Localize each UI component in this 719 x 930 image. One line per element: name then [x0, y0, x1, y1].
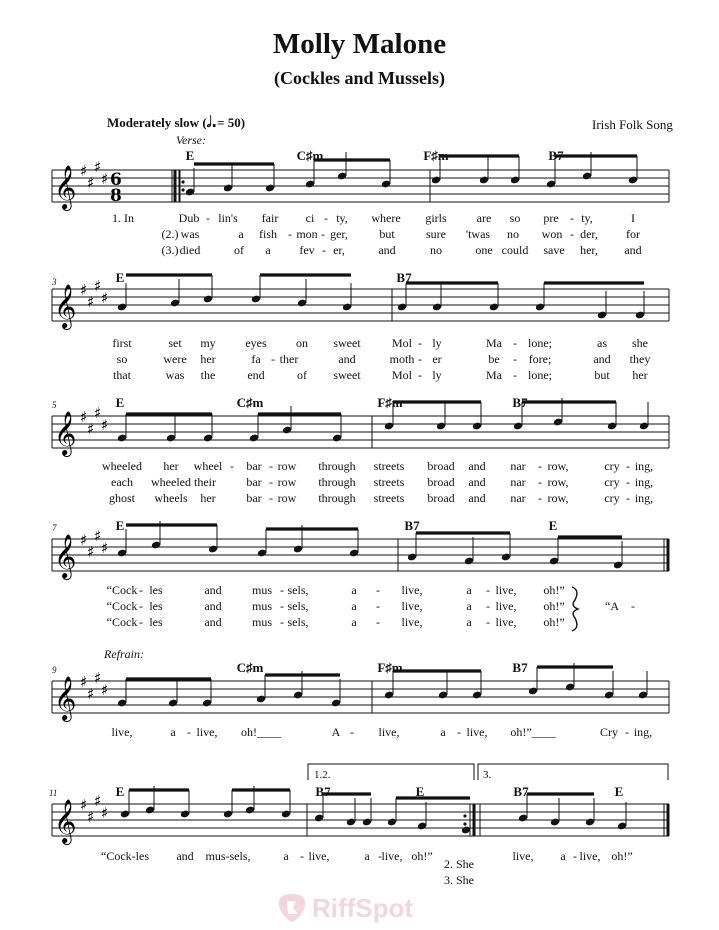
lyric-syllable: through	[318, 459, 356, 473]
sharp-icon: ♯	[101, 681, 109, 699]
lyric-syllable: -	[538, 459, 542, 473]
lyric-syllable: “Cock	[106, 615, 138, 629]
lyric-syllable: ly	[432, 336, 442, 350]
lyric-syllable: live,	[401, 583, 423, 597]
lyric-syllable: ing,	[633, 725, 653, 739]
repeat-dot	[463, 822, 466, 825]
sharp-icon: ♯	[80, 162, 88, 180]
lyric-syllable: live,	[512, 849, 534, 863]
lyric-syllable: set	[168, 336, 182, 350]
lyric-syllable: and	[204, 599, 222, 613]
sharp-icon: ♯	[80, 531, 88, 549]
lyric-syllable: -	[418, 368, 422, 382]
lyric-syllable: live,	[495, 599, 517, 613]
lyric-syllable: row,	[547, 459, 569, 473]
repeat-dot	[181, 188, 184, 191]
sharp-icon: ♯	[101, 416, 109, 434]
lyric-syllable: sweet	[333, 368, 361, 382]
lyric-syllable: -	[230, 459, 234, 473]
lyric-syllable: wheeled	[151, 475, 191, 489]
lyric-syllable: nar	[510, 459, 526, 473]
guitar-pick-icon	[276, 892, 308, 924]
lyric-syllable: a	[283, 849, 289, 863]
lyric-syllable: -	[321, 227, 325, 241]
lyric-syllable: live,	[495, 583, 517, 597]
tempo-value: = 50	[217, 115, 241, 130]
lyric-syllable: a	[466, 583, 472, 597]
lyric-syllable: could	[501, 243, 529, 257]
lyric-syllable: as	[597, 336, 607, 350]
lyric-syllable: streets	[373, 491, 405, 505]
section-label-verse: Verse:	[176, 133, 206, 147]
repeat-dot	[463, 814, 466, 817]
lyric-syllable: Ma	[486, 368, 502, 382]
lyric-syllable: -	[280, 583, 284, 597]
lyric-syllable: -	[570, 227, 574, 241]
sharp-icon: ♯	[87, 293, 95, 311]
lyric-syllable: my	[200, 336, 216, 350]
lyric-syllable: her	[632, 368, 648, 382]
sharp-icon: ♯	[94, 669, 102, 687]
lyric-syllable: a	[351, 599, 357, 613]
lyric-syllable: died	[179, 243, 201, 257]
third-ending-label: 3.	[483, 769, 492, 781]
sharp-icon: ♯	[80, 408, 88, 426]
lyric-syllable: a	[170, 725, 176, 739]
lyric-syllable: oh!”____	[510, 725, 556, 739]
chord-symbol: F♯m	[423, 148, 449, 163]
third-ending-bracket	[478, 764, 668, 780]
lyric-syllable: a	[466, 615, 472, 629]
riffspot-logo: RiffSpot	[276, 892, 413, 924]
lyric-syllable: and	[468, 491, 486, 505]
lyric-syllable: row	[277, 491, 297, 505]
lyric-syllable: Cry	[600, 725, 618, 739]
lyric-syllable: but	[379, 227, 395, 241]
lyric-syllable: bar	[246, 459, 262, 473]
chord-symbol: E	[415, 784, 425, 799]
lyric-syllable: and	[204, 615, 222, 629]
lyric-syllable: ing,	[634, 475, 654, 489]
lyric-syllable: ty,	[581, 211, 593, 225]
lyric-syllable: -	[376, 599, 380, 613]
chord-symbol: B7	[512, 395, 528, 410]
lyric-syllable: her	[200, 352, 216, 366]
lyric-syllable: of	[297, 368, 307, 382]
lyric-syllable: her	[163, 459, 179, 473]
lyric-syllable: -	[573, 849, 577, 863]
lyric-syllable: live,	[579, 849, 601, 863]
sharp-icon: ♯	[101, 170, 109, 188]
lyric-syllable: -	[631, 599, 635, 613]
lyric-syllable: the	[200, 368, 216, 382]
lyric-syllable: their	[194, 475, 216, 489]
lyric-syllable: les	[149, 615, 163, 629]
lyric-syllable: and	[176, 849, 194, 863]
lyric-syllable: oh!”	[543, 583, 565, 597]
lyric-syllable: cry	[604, 459, 620, 473]
lyric-syllable: they	[629, 352, 651, 366]
lyric-syllable: lone;	[528, 336, 552, 350]
lyric-syllable: mus	[251, 615, 273, 629]
lyric-syllable: streets	[373, 475, 405, 489]
chord-symbol: B7	[512, 660, 528, 675]
lyric-syllable: was	[165, 368, 185, 382]
lyric-syllable: sels,	[287, 615, 309, 629]
lyric-syllable: a	[440, 725, 446, 739]
lyric-syllable: wheels	[154, 491, 188, 505]
lyric-syllable: and	[468, 459, 486, 473]
lyric-syllable: -	[271, 352, 275, 366]
lyric-syllable: -	[350, 725, 354, 739]
lyric-syllable: oh!”	[611, 849, 633, 863]
lyric-syllable: but	[594, 368, 610, 382]
lyric-syllable: were	[163, 352, 187, 366]
lyric-syllable: a	[265, 243, 271, 257]
lyric-syllable: and	[204, 583, 222, 597]
lyric-syllable: -	[513, 352, 517, 366]
treble-clef-icon: 𝄞	[54, 284, 77, 328]
lyric-syllable: a	[466, 599, 472, 613]
lyric-syllable: “Cock	[106, 583, 138, 597]
lyric-syllable: -	[269, 459, 273, 473]
lyric-syllable: -	[300, 849, 304, 863]
lyric-syllable: no	[430, 243, 442, 257]
lyric-syllable: row,	[547, 475, 569, 489]
lyric-syllable: mus	[251, 599, 273, 613]
lyric-syllable: er	[432, 352, 442, 366]
lyric-syllable: mus-sels,	[205, 849, 251, 863]
chord-symbol: F♯m	[377, 395, 403, 410]
lyric-syllable: -	[513, 368, 517, 382]
sharp-icon: ♯	[87, 174, 95, 192]
treble-clef-icon: 𝄞	[54, 534, 77, 578]
repeat-dot	[181, 180, 184, 183]
lyric-syllable: oh!”	[543, 599, 565, 613]
lyric-syllable: a	[238, 227, 244, 241]
chord-symbol: F♯m	[377, 660, 403, 675]
lyric-syllable: live,	[378, 725, 400, 739]
lyric-syllable: der,	[580, 227, 598, 241]
sharp-icon: ♯	[94, 277, 102, 295]
chord-symbol: E	[115, 784, 125, 799]
lyric-syllable: bar	[246, 491, 262, 505]
time-sig-bottom: 8	[110, 186, 122, 206]
lyric-syllable: a	[364, 849, 370, 863]
sharp-icon: ♯	[80, 796, 88, 814]
lyric-syllable: -	[626, 475, 630, 489]
chord-symbol: B7	[404, 518, 420, 533]
lyric-syllable: -	[324, 211, 328, 225]
lyric-syllable: won	[541, 227, 563, 241]
lyric-syllable: oh!”	[411, 849, 433, 863]
lyric-syllable: live,	[111, 725, 133, 739]
measure-number: 7	[52, 523, 57, 533]
sharp-icon: ♯	[101, 289, 109, 307]
lyric-syllable: -	[269, 475, 273, 489]
lyric-syllable: live,	[196, 725, 218, 739]
lyric-syllable: “Cock-les	[101, 849, 149, 863]
lyric-syllable: one	[475, 243, 493, 257]
lyric-syllable: -	[139, 599, 143, 613]
lyric-syllable: broad	[427, 475, 455, 489]
lyric-syllable: -	[457, 725, 461, 739]
lyric-syllable: -	[378, 849, 382, 863]
lyric-syllable: of	[234, 243, 244, 257]
lyric-syllable: 'twas	[465, 227, 491, 241]
lyric-syllable: 3. She	[444, 873, 474, 887]
lyric-syllable: eyes	[245, 336, 267, 350]
lyric-syllable: and	[378, 243, 396, 257]
lyric-syllable: “A	[605, 599, 619, 613]
lyric-syllable: -	[418, 336, 422, 350]
lyric-syllable: ci	[305, 211, 315, 225]
lyric-syllable: Ma	[486, 336, 502, 350]
lyric-syllable: are	[476, 211, 492, 225]
lyric-syllable: -	[206, 211, 210, 225]
treble-clef-icon: 𝄞	[54, 799, 77, 843]
lyric-syllable: on	[296, 336, 308, 350]
lyric-syllable: where	[371, 211, 401, 225]
lyric-syllable: -	[626, 491, 630, 505]
chord-symbol: B7	[513, 784, 529, 799]
chord-symbol: E	[115, 395, 125, 410]
song-title: Molly Malone	[272, 28, 447, 60]
lyric-syllable: fa	[251, 352, 261, 366]
lyric-syllable: first	[112, 336, 132, 350]
first-ending-label: 1.2.	[314, 769, 331, 781]
lyric-syllable: -	[486, 599, 490, 613]
lyric-syllable: sels,	[287, 583, 309, 597]
section-label-refrain: Refrain:	[104, 647, 144, 661]
lyric-syllable: fish	[259, 227, 277, 241]
chord-symbol: C♯m	[236, 395, 264, 410]
lyric-syllable: “Cock	[106, 599, 138, 613]
sharp-icon: ♯	[101, 539, 109, 557]
lyric-syllable: and	[624, 243, 642, 257]
lyric-syllable: live,	[381, 849, 403, 863]
treble-clef-icon: 𝄞	[54, 165, 77, 209]
sharp-icon: ♯	[87, 808, 95, 826]
lyric-syllable: ing,	[634, 459, 654, 473]
chord-symbol: B7	[548, 148, 564, 163]
lyric-syllable: ly	[432, 368, 442, 382]
lyric-syllable: be	[488, 352, 500, 366]
lyric-syllable: -	[187, 725, 191, 739]
lyric-syllable: live,	[308, 849, 330, 863]
chord-symbol: E	[614, 784, 624, 799]
lyric-syllable: mus	[251, 583, 273, 597]
lyric-syllable: -	[486, 583, 490, 597]
lyric-syllable: I	[631, 211, 635, 225]
lyric-syllable: wheeled	[102, 459, 142, 473]
lyric-syllable: 1. In	[112, 211, 134, 225]
lyric-syllable: a	[351, 583, 357, 597]
lyric-syllable: through	[318, 475, 356, 489]
lyric-syllable: ty,	[336, 211, 348, 225]
lyric-syllable: -	[538, 491, 542, 505]
lyric-syllable: Mol	[391, 336, 413, 350]
lyric-syllable: through	[318, 491, 356, 505]
lyric-syllable: -	[280, 599, 284, 613]
lyric-syllable: a	[560, 849, 566, 863]
lyric-syllable: Dub	[178, 211, 200, 225]
lyric-syllable: row	[277, 475, 297, 489]
lyric-syllable: and	[468, 475, 486, 489]
tempo-text: Moderately slow	[107, 115, 200, 130]
dotted-half-note-icon: 𝅗𝅥.	[206, 113, 218, 131]
lyric-syllable: row,	[547, 491, 569, 505]
lyric-syllable: -	[625, 725, 629, 739]
lyric-syllable: lin's	[218, 211, 238, 225]
lyric-syllable: girls	[425, 211, 447, 225]
lyric-syllable: -	[139, 583, 143, 597]
lyric-syllable: sels,	[287, 599, 309, 613]
chord-symbol: E	[185, 148, 195, 163]
lyric-syllable: les	[149, 583, 163, 597]
lyric-syllable: cry	[604, 491, 620, 505]
lyric-syllable: -	[376, 615, 380, 629]
sharp-icon: ♯	[94, 527, 102, 545]
composer: Irish Folk Song	[592, 117, 673, 132]
chord-symbol: B7	[396, 270, 412, 285]
lyric-syllable: save	[543, 243, 565, 257]
measure-number: 3	[52, 277, 57, 287]
lyric-syllable: les	[149, 599, 163, 613]
lyric-syllable: row	[277, 459, 297, 473]
chord-symbol: E	[115, 270, 125, 285]
lyric-syllable: her,	[580, 243, 598, 257]
lyric-syllable: live,	[466, 725, 488, 739]
lyric-syllable: live,	[401, 615, 423, 629]
lyric-syllable: broad	[427, 459, 455, 473]
lyric-syllable: ger,	[330, 227, 348, 241]
lyric-syllable: lone;	[528, 368, 552, 382]
lyric-syllable: ghost	[108, 491, 136, 505]
lyric-syllable: -	[269, 491, 273, 505]
tempo-marking: Moderately slow (𝅗𝅥.= 50)	[107, 113, 246, 131]
time-sig-top: 6	[110, 170, 122, 190]
sharp-icon: ♯	[94, 404, 102, 422]
lyric-syllable: 2. She	[444, 857, 474, 871]
chord-symbol: B7	[315, 784, 331, 799]
song-subtitle: (Cockles and Mussels)	[273, 68, 445, 88]
lyric-syllable: -	[486, 615, 490, 629]
lyric-syllable: -	[418, 352, 422, 366]
lyric-syllable: was	[180, 227, 200, 241]
chord-symbol: C♯m	[236, 660, 264, 675]
measure-number: 9	[52, 665, 57, 675]
sharp-icon: ♯	[80, 281, 88, 299]
lyric-syllable: bar	[246, 475, 262, 489]
lyric-syllable: and	[338, 352, 356, 366]
lyric-syllable: fev	[299, 243, 315, 257]
lyric-syllable: moth	[389, 352, 415, 366]
sharp-icon: ♯	[87, 420, 95, 438]
lyric-syllable: no	[507, 227, 519, 241]
lyric-syllable: er,	[333, 243, 345, 257]
chord-symbol: C♯m	[296, 148, 324, 163]
lyric-syllable: (3.)	[161, 243, 179, 257]
sharp-icon: ♯	[94, 792, 102, 810]
lyric-syllable: so	[116, 352, 128, 366]
lyric-syllable: (2.)	[161, 227, 179, 241]
lyric-syllable: broad	[427, 491, 455, 505]
lyric-syllable: oh!____	[241, 725, 281, 739]
lyric-syllable: sure	[426, 227, 446, 241]
lyric-syllable: Mol	[391, 368, 413, 382]
sharp-icon: ♯	[87, 685, 95, 703]
lyric-syllable: -	[376, 583, 380, 597]
lyric-syllable: ing,	[634, 491, 654, 505]
lyric-syllable: -	[288, 227, 292, 241]
chord-symbol: E	[115, 518, 125, 533]
lyric-syllable: her	[200, 491, 216, 505]
lyric-syllable: -	[280, 615, 284, 629]
lyric-syllable: live,	[401, 599, 423, 613]
lyric-syllable: -	[513, 336, 517, 350]
lyric-syllable: -	[538, 475, 542, 489]
lyric-syllable: each	[111, 475, 133, 489]
lyric-syllable: oh!”	[543, 615, 565, 629]
chord-symbol: E	[548, 518, 558, 533]
lyric-syllable: nar	[510, 491, 526, 505]
lyric-syllable: pre	[543, 211, 559, 225]
lyric-syllable: nar	[510, 475, 526, 489]
lyric-syllable: for	[626, 227, 640, 241]
lyric-syllable: streets	[373, 459, 405, 473]
sharp-icon: ♯	[101, 804, 109, 822]
lyric-syllable: -	[322, 243, 326, 257]
lyric-syllable: ther	[279, 352, 299, 366]
lyric-syllable: -	[139, 615, 143, 629]
lyric-syllable: so	[509, 211, 521, 225]
measure-number: 5	[52, 400, 57, 410]
lyric-syllable: a	[351, 615, 357, 629]
lyric-syllable: mon	[296, 227, 318, 241]
lyric-syllable: cry	[604, 475, 620, 489]
lyric-syllable: end	[247, 368, 265, 382]
lyric-syllable: that	[113, 368, 131, 382]
lyric-syllable: -	[570, 211, 574, 225]
lyric-syllable: fair	[261, 211, 279, 225]
lyric-syllable: and	[593, 352, 611, 366]
lyric-syllable: sweet	[333, 336, 361, 350]
lyric-syllable: live,	[495, 615, 517, 629]
sharp-icon: ♯	[87, 543, 95, 561]
sharp-icon: ♯	[80, 673, 88, 691]
first-ending-bracket	[308, 764, 474, 780]
lyric-syllable: -	[626, 459, 630, 473]
measure-number: 11	[49, 788, 58, 798]
verse-brace	[572, 587, 578, 631]
sharp-icon: ♯	[94, 158, 102, 176]
lyric-syllable: wheel	[193, 459, 223, 473]
lyric-syllable: fore;	[528, 352, 552, 366]
treble-clef-icon: 𝄞	[54, 411, 77, 455]
lyric-syllable: she	[632, 336, 648, 350]
lyric-syllable: A	[331, 725, 341, 739]
treble-clef-icon: 𝄞	[54, 676, 77, 720]
